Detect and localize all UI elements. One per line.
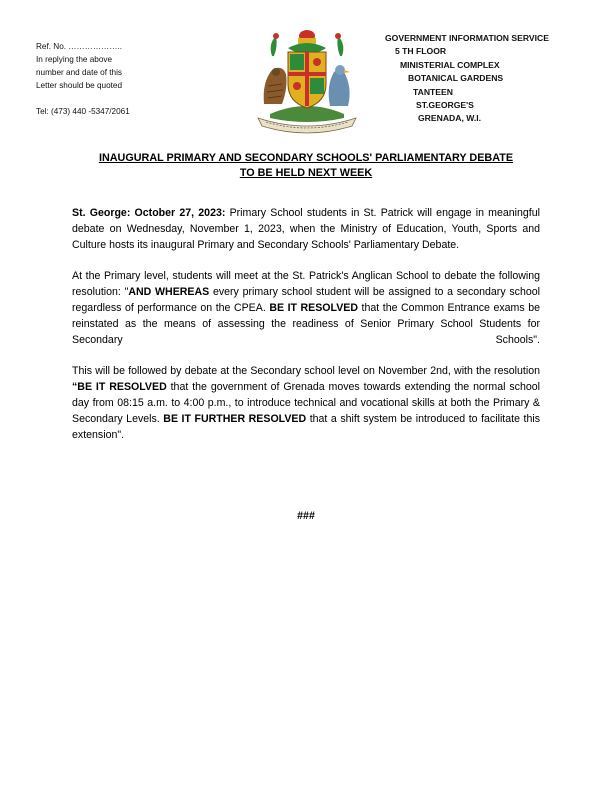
resolution-keyword: BE IT FURTHER RESOLVED [163,412,307,425]
paragraph-text: At the Primary level, students will meet at the St. Patrick's Anglican School to debate the following resolution: " [72,270,540,299]
article-body [72,206,540,459]
reply-note-line: number and date of this [36,68,123,77]
paragraph-text: that the government of Grenada moves towards extending the normal school day from 08:15 a.m. to 4:00 p.m., to introduce technical and vocational skills at both the Primary & Secondary Levels. [72,381,540,425]
telephone: Tel: (473) 440 -5347/2061 [36,107,130,116]
paragraph-text: that the Common Entrance exams be reinstated as the means of assessing the readiness of Senior Primary School Students for Secondary Schools". [72,301,541,346]
address-line: MINISTERIAL COMPLEX [400,59,500,70]
grenada-coat-of-arms-icon [248,26,366,134]
resolution-keyword: AND WHEREAS [128,286,210,299]
paragraph [72,269,540,348]
headline-line: TO BE HELD NEXT WEEK [239,167,373,179]
headline [40,151,572,181]
resolution-keyword: “BE IT RESOLVED [72,381,167,394]
paragraph-text: This will be followed by debate at the Secondary school level on November 2nd, with the resolution [72,365,540,378]
reply-note-line: In replying the above [36,55,113,64]
reference-block [36,40,236,118]
reply-note-line: Letter should be quoted [36,81,123,90]
address-line: BOTANICAL GARDENS [408,73,504,84]
office-address-block [385,32,585,126]
address-line: TANTEEN [413,86,453,97]
paragraph [72,364,540,443]
paragraph [72,206,540,253]
paragraph-text: that a shift system be introduced to facilitate this extension". [72,412,540,441]
address-line: GOVERNMENT INFORMATION SERVICE [385,33,549,43]
dateline: St. George: October 27, 2023: [72,207,226,219]
ref-number: Ref. No. ……………….. [36,42,122,51]
address-line: 5 TH FLOOR [395,46,447,57]
paragraph-text: every primary school student will be assigned to a secondary school regardless of performance on the CPEA. [72,286,540,314]
address-line: ST.GEORGE'S [416,100,474,111]
end-mark: ### [297,510,315,522]
paragraph-text: Primary School students in St. Patrick will engage in meaningful debate on Wednesday, November 1, 2023, when the Ministry of Education, Youth, Sports and Culture hosts its inaugural Primary and Secondary Schools' Parliamentary Debate. [72,207,540,251]
headline-line: INAUGURAL PRIMARY AND SECONDARY SCHOOLS' PARLIAMENTARY DEBATE [98,152,514,164]
resolution-keyword: BE IT RESOLVED [269,301,359,314]
address-line: GRENADA, W.I. [418,113,482,124]
